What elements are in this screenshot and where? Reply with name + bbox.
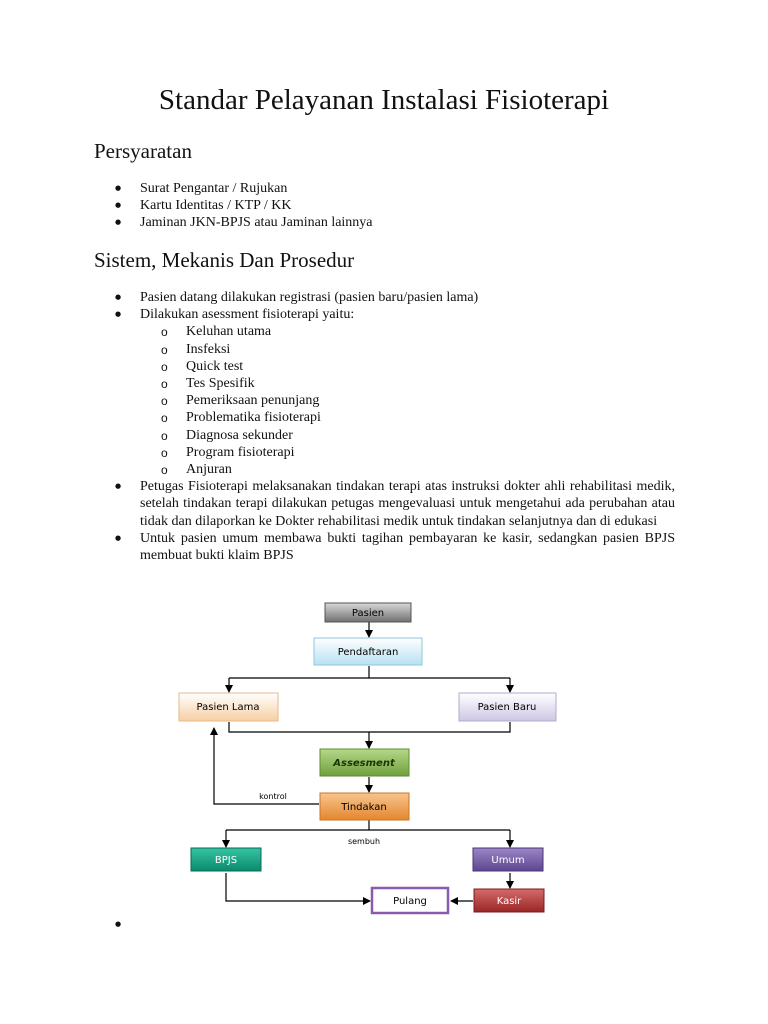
pasien-box	[325, 603, 411, 622]
assesment-box	[320, 749, 409, 776]
kasir-label: Kasir	[496, 896, 522, 907]
sub-list-item: o Program fisioterapi	[140, 444, 675, 461]
persyaratan-list	[112, 180, 675, 232]
list-item: ● Jaminan JKN-BPJS atau Jaminan lainnya	[112, 214, 675, 231]
assessment-sublist	[140, 323, 675, 478]
bpjs-label: BPJS	[214, 855, 238, 866]
pendaftaran-label: Pendaftaran	[337, 647, 399, 658]
sembuh-note: sembuh	[347, 837, 381, 846]
sub-list-item: o Quick test	[140, 358, 675, 375]
sistem-list	[112, 289, 675, 564]
assesment-label: Assesment	[333, 758, 395, 769]
pasien-label: Pasien	[351, 608, 385, 619]
list-item: ● Pasien datang dilakukan registrasi (pasien baru/pasien lama)	[112, 289, 675, 306]
pendaftaran-box	[314, 638, 422, 665]
list-item-text: Dilakukan asessment fisioterapi yaitu:	[140, 307, 355, 323]
section-heading-persyaratan: Persyaratan	[94, 139, 192, 163]
section-heading-sistem: Sistem, Mekanis Dan Prosedur	[94, 248, 355, 272]
sub-list-item: o Problematika fisioterapi	[140, 409, 675, 426]
kasir-box	[474, 889, 544, 912]
pasien-baru-label: Pasien Baru	[477, 702, 537, 713]
sub-list-item: o Tes Spesifik	[140, 375, 675, 392]
list-item: ● Untuk pasien umum membawa bukti tagihan pembayaran ke kasir, sedangkan pasien BPJS membuat bukti klaim BPJS	[112, 530, 675, 564]
page-title: Standar Pelayanan Instalasi Fisioterapi	[158, 84, 610, 116]
umum-box	[473, 848, 543, 871]
pasien-lama-box	[179, 693, 278, 721]
tindakan-box	[320, 793, 409, 820]
pasien-lama-label: Pasien Lama	[196, 702, 260, 713]
tindakan-label: Tindakan	[341, 802, 387, 813]
flowchart	[170, 596, 570, 921]
sub-list-item: o Anjuran	[140, 461, 675, 478]
bpjs-box	[191, 848, 261, 871]
sub-list-item: o Diagnosa sekunder	[140, 427, 675, 444]
sub-list-item: o Pemeriksaan penunjang	[140, 392, 675, 409]
pulang-label: Pulang	[393, 896, 427, 907]
list-item: ● Kartu Identitas / KTP / KK	[112, 197, 675, 214]
sub-list-item: o Insfeksi	[140, 341, 675, 358]
list-item	[112, 306, 675, 478]
umum-label: Umum	[491, 855, 525, 866]
pulang-box	[372, 888, 448, 913]
list-item: ● Petugas Fisioterapi melaksanakan tindakan terapi atas instruksi dokter ahli rehabilitasi medik, setelah tindakan terapi dilakukan petugas mengevaluasi untuk mengetahui ada perubahan atau tidak dan dilaporkan ke Dokter rehabilitasi medik untuk tindakan selanjutnya dan di edukasi	[112, 478, 675, 530]
empty-bullet: ●	[115, 920, 122, 928]
sub-list-item: o Keluhan utama	[140, 323, 675, 340]
kontrol-note: kontrol	[259, 792, 287, 801]
pasien-baru-box	[459, 693, 556, 721]
list-item: ● Surat Pengantar / Rujukan	[112, 180, 675, 197]
